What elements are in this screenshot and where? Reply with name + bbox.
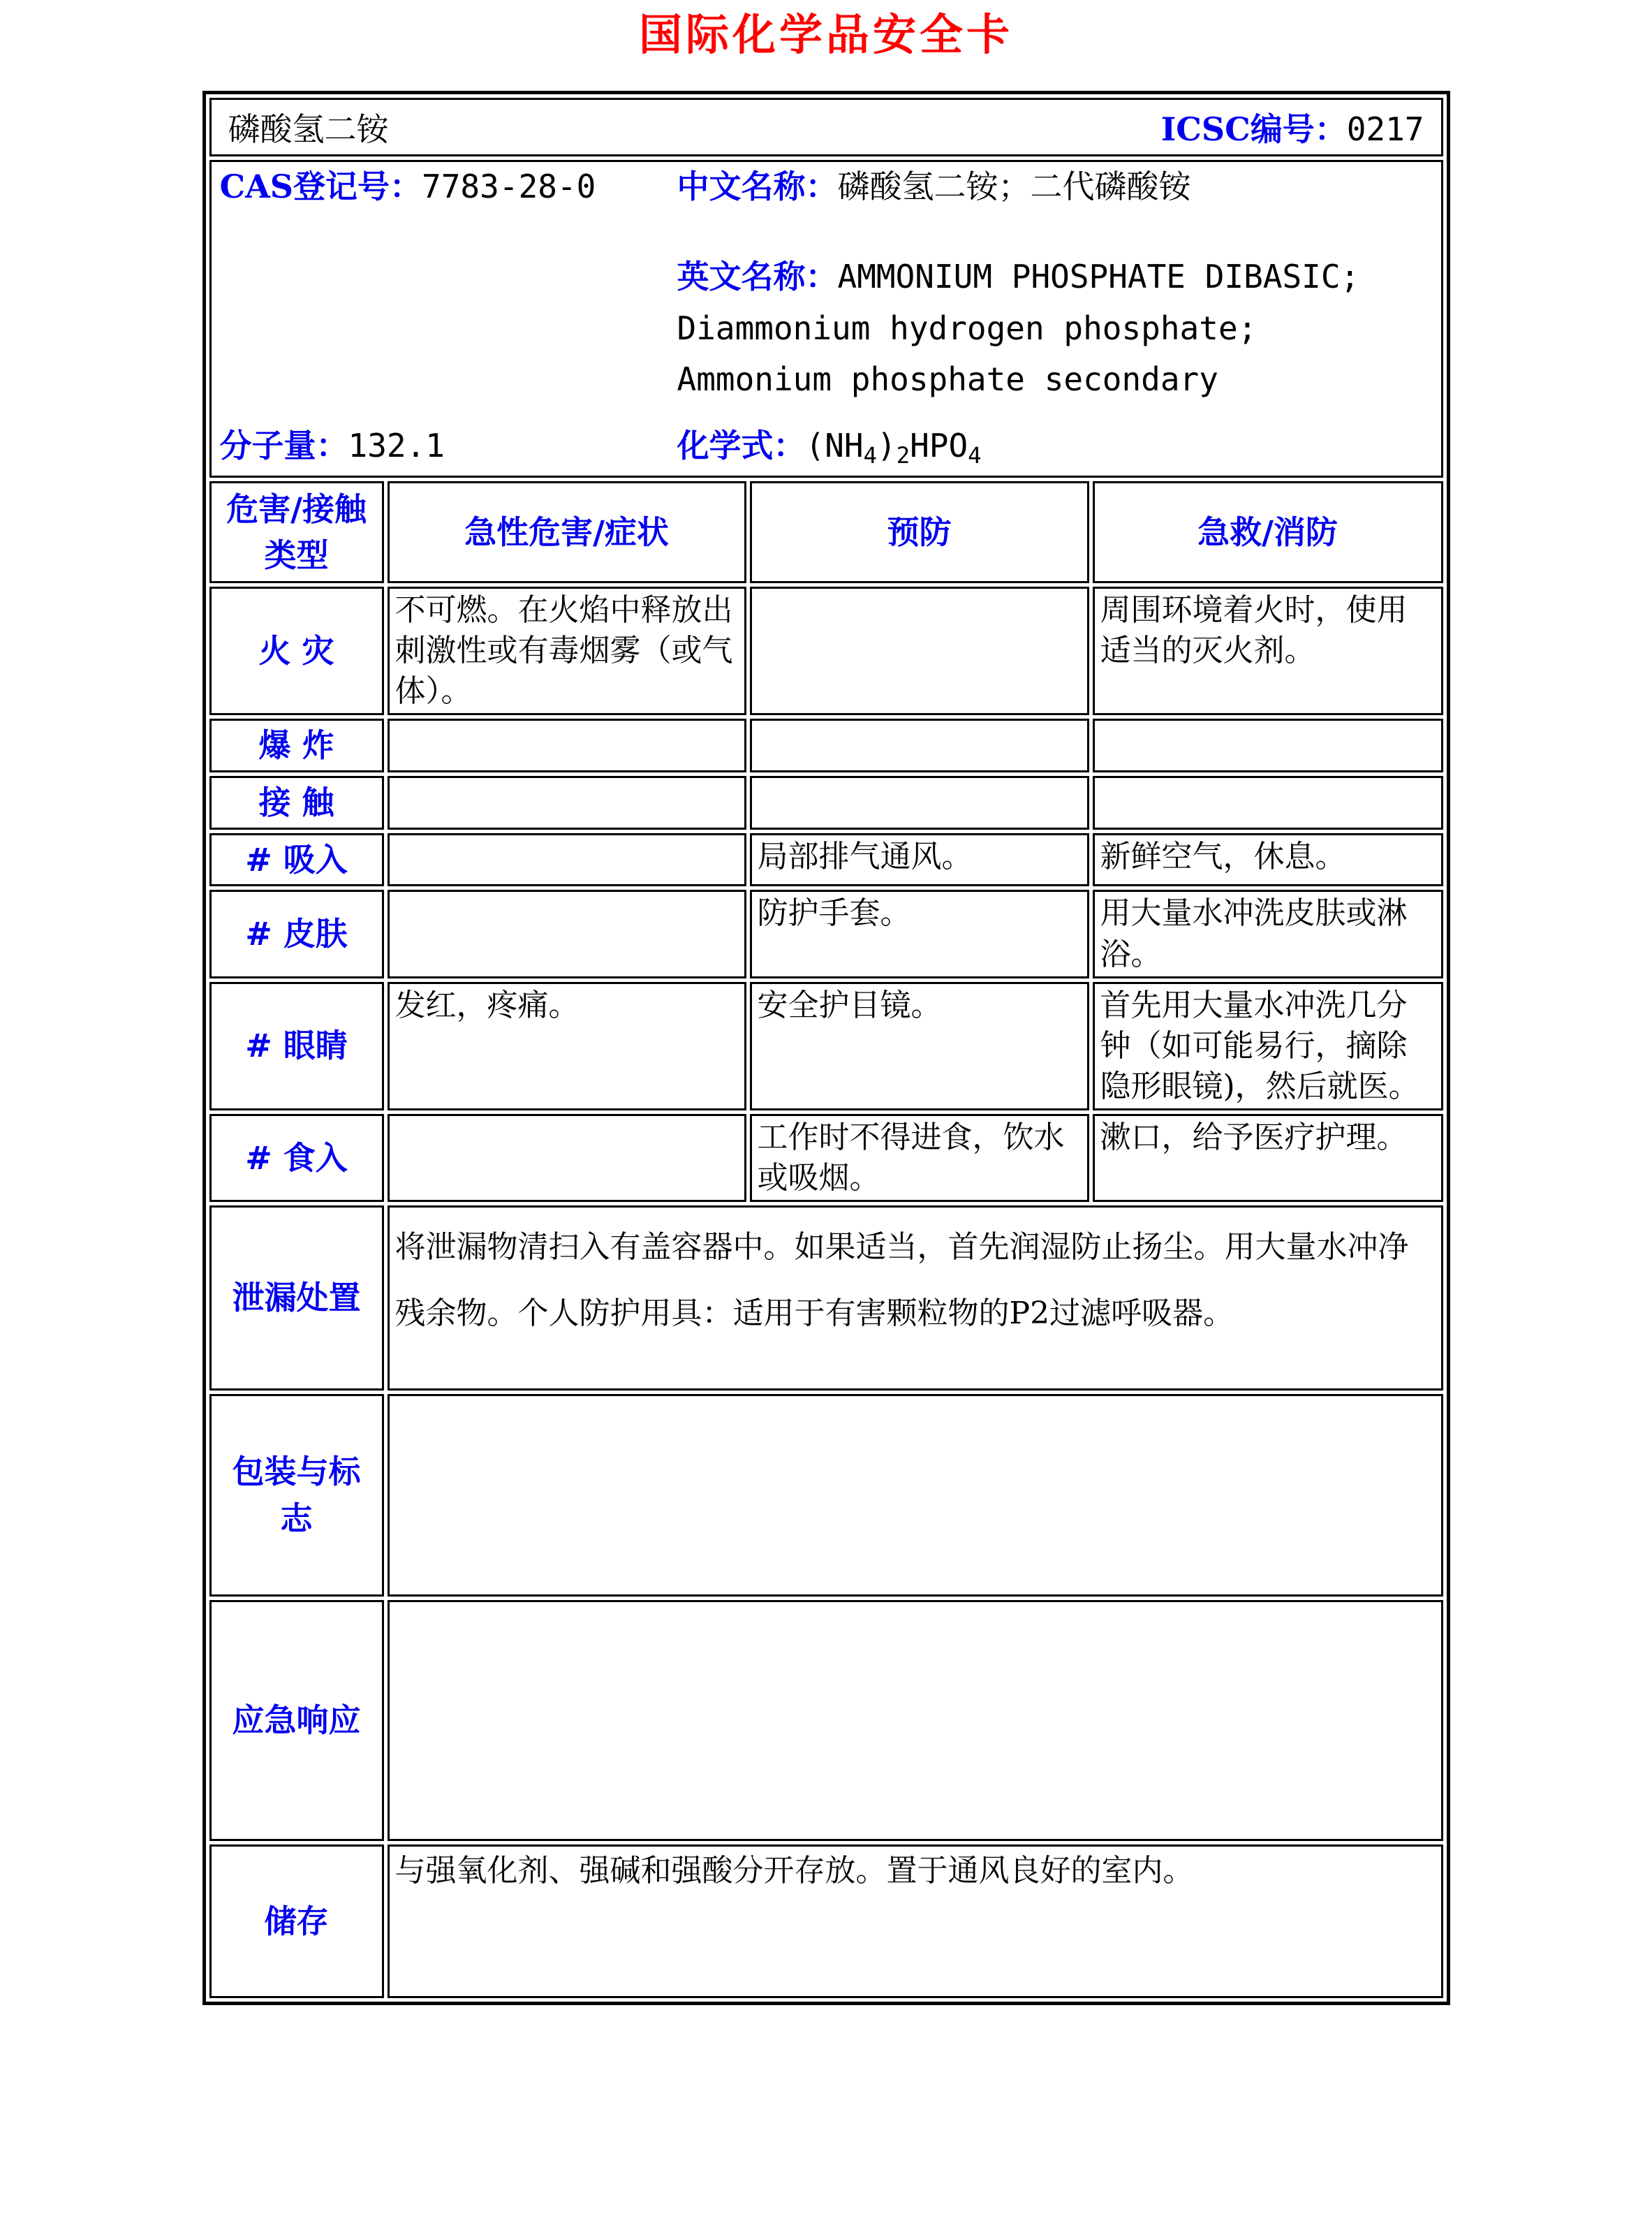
cas-label: CAS登记号： xyxy=(219,168,422,206)
formula-part-2: ) xyxy=(876,427,897,465)
packaging-labelling-label: 包装与标志 xyxy=(209,1394,384,1597)
row-packaging-labelling xyxy=(209,1394,1443,1597)
chinese-name-line xyxy=(677,166,1433,208)
row-eyes xyxy=(209,982,1443,1110)
row-substance-name xyxy=(209,98,1443,156)
inhalation-first-aid: 新鲜空气，休息。 xyxy=(1093,833,1443,887)
eyes-label: # 眼睛 xyxy=(209,982,384,1110)
header-first-aid: 急救/消防 xyxy=(1093,481,1443,583)
inhalation-prevention: 局部排气通风。 xyxy=(750,833,1089,887)
skin-prevention: 防护手套。 xyxy=(750,890,1089,978)
skin-symptoms xyxy=(388,890,746,978)
icsc-card-table xyxy=(202,91,1450,2005)
packaging-labelling-cell xyxy=(388,1394,1443,1597)
ingestion-symptoms xyxy=(388,1114,746,1202)
row-storage xyxy=(209,1844,1443,1998)
molecular-weight-line xyxy=(220,425,677,467)
substance-name-cell xyxy=(209,98,1443,156)
english-name-label: 英文名称： xyxy=(677,257,838,295)
emergency-response-cell xyxy=(388,1600,1443,1841)
icsc-number: 0217 xyxy=(1346,110,1424,149)
explosion-first-aid xyxy=(1093,719,1443,772)
inhalation-label: # 吸入 xyxy=(209,833,384,887)
page-title: 国际化学品安全卡 xyxy=(638,9,1013,60)
fire-label: 火 灾 xyxy=(209,587,384,715)
row-inhalation xyxy=(209,833,1443,887)
formula-part-1: (NH xyxy=(805,427,864,465)
header-prevention: 预防 xyxy=(750,481,1089,583)
ingestion-first-aid: 漱口，给予医疗护理。 xyxy=(1093,1114,1443,1202)
icsc-number-label: ICSC编号： xyxy=(1160,110,1347,149)
chinese-name: 磷酸氢二铵；二代磷酸铵 xyxy=(837,168,1191,206)
english-name: AMMONIUM PHOSPHATE DIBASIC; Diammonium hydrogen phosphate; Ammonium phosphate secondary xyxy=(677,257,1360,399)
contact-prevention xyxy=(750,776,1089,830)
row-spillage-disposal xyxy=(209,1205,1443,1391)
formula-sub-3: 4 xyxy=(968,442,982,469)
spillage-disposal-label: 泄漏处置 xyxy=(209,1205,384,1391)
identity-cell xyxy=(209,160,1443,478)
row-fire xyxy=(209,587,1443,715)
cas-line xyxy=(220,166,677,208)
row-emergency-response xyxy=(209,1600,1443,1841)
storage-cell xyxy=(388,1844,1443,1998)
storage-content: 与强氧化剂、强碱和强酸分开存放。置于通风良好的室内。 xyxy=(394,1853,1194,1889)
row-table-headers xyxy=(209,481,1443,583)
row-ingestion xyxy=(209,1114,1443,1202)
explosion-symptoms xyxy=(388,719,746,772)
formula-sub-2: 2 xyxy=(896,442,910,469)
icsc-number-group xyxy=(1161,104,1424,150)
identity-right-column xyxy=(677,166,1433,471)
fire-prevention xyxy=(750,587,1089,715)
contact-label: 接 触 xyxy=(209,776,384,830)
ingestion-label: # 食入 xyxy=(209,1114,384,1202)
identity-left-column xyxy=(220,166,677,471)
skin-first-aid: 用大量水冲洗皮肤或淋浴。 xyxy=(1093,890,1443,978)
emergency-response-label: 应急响应 xyxy=(209,1600,384,1841)
fire-symptoms: 不可燃。在火焰中释放出刺激性或有毒烟雾（或气体）。 xyxy=(388,587,746,715)
skin-label: # 皮肤 xyxy=(209,890,384,978)
substance-name: 磷酸氢二铵 xyxy=(228,110,389,149)
header-hazard-type: 危害/接触类型 xyxy=(209,481,384,583)
formula-part-3: HPO xyxy=(910,427,968,465)
contact-symptoms xyxy=(388,776,746,830)
chemical-formula xyxy=(805,427,982,469)
explosion-label: 爆 炸 xyxy=(209,719,384,772)
explosion-prevention xyxy=(750,719,1089,772)
chinese-name-label: 中文名称： xyxy=(677,168,838,206)
spillage-disposal-content: 将泄漏物清扫入有盖容器中。如果适当，首先润湿防止扬尘。用大量水冲净残余物。个人防护用具：适用于有害颗粒物的P2过滤呼吸器。 xyxy=(394,1229,1409,1331)
ingestion-prevention: 工作时不得进食，饮水或吸烟。 xyxy=(750,1114,1089,1202)
row-contact xyxy=(209,776,1443,830)
eyes-symptoms: 发红，疼痛。 xyxy=(388,982,746,1110)
spillage-disposal-cell xyxy=(388,1205,1443,1391)
chemical-formula-label: 化学式： xyxy=(677,427,806,465)
header-acute-symptoms: 急性危害/症状 xyxy=(388,481,746,583)
cas-number: 7783-28-0 xyxy=(422,168,596,206)
inhalation-symptoms xyxy=(388,833,746,887)
row-identity xyxy=(209,160,1443,478)
storage-label: 储存 xyxy=(209,1844,384,1998)
row-skin xyxy=(209,890,1443,978)
fire-first-aid: 周围环境着火时，使用适当的灭火剂。 xyxy=(1093,587,1443,715)
contact-first-aid xyxy=(1093,776,1443,830)
molecular-weight-label: 分子量： xyxy=(219,427,348,465)
molecular-weight-value: 132.1 xyxy=(348,427,445,465)
formula-line xyxy=(677,425,1433,467)
row-explosion xyxy=(209,719,1443,772)
eyes-first-aid: 首先用大量水冲洗几分钟（如可能易行，摘除隐形眼镜)，然后就医。 xyxy=(1093,982,1443,1110)
eyes-prevention: 安全护目镜。 xyxy=(750,982,1089,1110)
formula-sub-1: 4 xyxy=(863,442,877,469)
identity-spacer xyxy=(677,406,1433,426)
english-name-line xyxy=(677,251,1431,406)
